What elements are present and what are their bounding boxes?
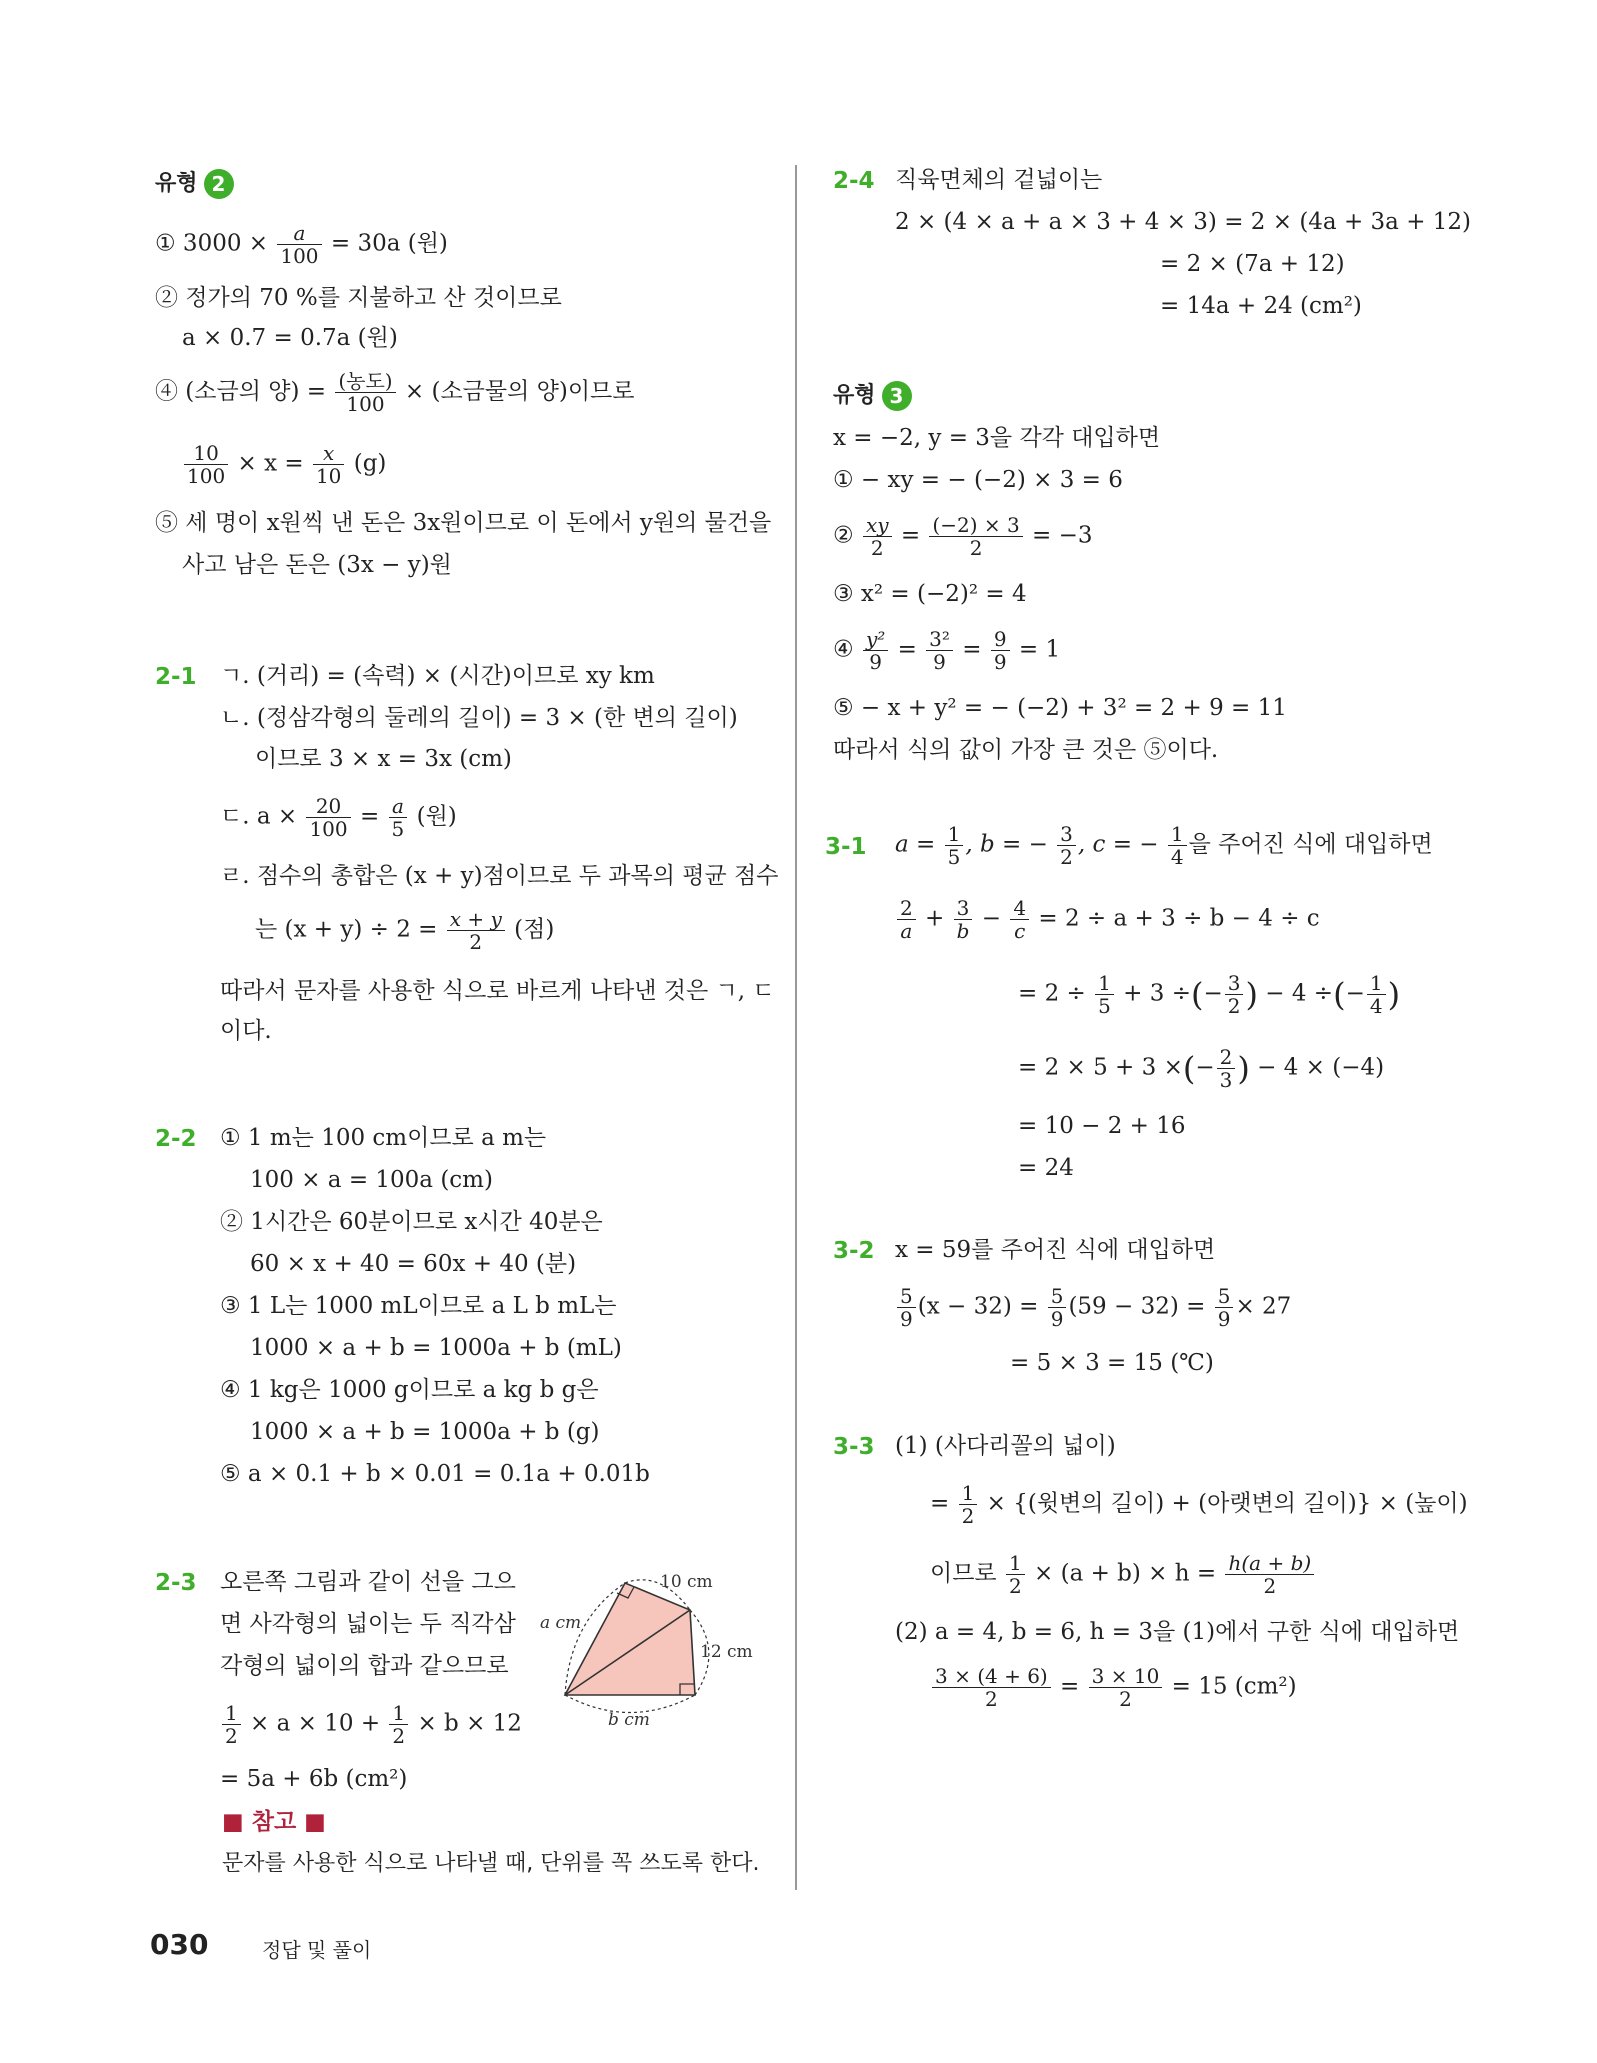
problem-number-2-4: 2-4 [833, 168, 875, 194]
t2-item1: ① 3000 × $\frac{a}{100}$ = 30a (원) [155, 221, 448, 268]
p21-line8: 이다. [220, 1018, 272, 1044]
p24-line3: = 2 × (7a + 12) [1160, 251, 1345, 277]
fraction: $\frac{1}{5}$ [1095, 972, 1114, 1017]
note-body: 문자를 사용한 식으로 나타낼 때, 단위를 꼭 쓰도록 한다. [222, 1851, 760, 1876]
quadrilateral-figure [540, 1565, 780, 1730]
fraction: $\frac{\text{y²}}{9}$ [863, 628, 888, 673]
fraction: $\frac{1}{5}$ [945, 823, 964, 868]
t2-item4-eq: $\frac{10}{100}$ × x = $\frac{x}{10}$ (g) [182, 442, 386, 487]
problem-number-3-1: 3-1 [825, 834, 867, 860]
fraction: $\frac{1}{4}$ [1168, 823, 1187, 868]
p23-line2: 면 사각형의 넓이는 두 직각삼 [220, 1611, 516, 1637]
fraction: $\frac{a}{100}$ [277, 222, 321, 267]
type2-heading [155, 168, 234, 200]
fraction: $\frac{5}{9}$ [1215, 1285, 1234, 1330]
p31-line1: a = $\frac{1}{5}$ , b = − $\frac{3}{2}$ , c = − $\frac{1}{4}$ 을 주어진 식에 대입하면 [895, 822, 1433, 869]
footer-label: 정답 및 풀이 [262, 1938, 372, 1962]
p33-line4: (2) a = 4, b = 6, h = 3을 (1)에서 구한 식에 대입하면 [895, 1619, 1460, 1645]
p24-line1: 직육면체의 겉넓이는 [895, 167, 1103, 193]
p23-line3: 각형의 넓이의 합과 같으므로 [220, 1653, 509, 1679]
fraction: $\frac{1}{2}$ [389, 1702, 408, 1747]
fraction: $\frac{3 \times (4 + 6)}{2}$ [932, 1665, 1051, 1710]
problem-number-2-3: 2-3 [155, 1570, 197, 1596]
p21-line6: 는 (x + y) ÷ 2 = $\frac{x + y}{2}$ (점) [255, 907, 555, 954]
p22-line5: ③ 1 L는 1000 mL이므로 a L b mL는 [220, 1293, 617, 1319]
problem-number-2-1: 2-1 [155, 664, 197, 690]
p33-line1: (1) (사다리꼴의 넓이) [895, 1433, 1116, 1459]
fraction: $\frac{a}{5}$ [389, 795, 408, 840]
p23-line4: $\frac{1}{2}$ × a × 10 + $\frac{1}{2}$ × b × 12 [220, 1702, 522, 1747]
p31-line3: = 2 ÷ $\frac{1}{5}$ + 3 ÷(− $\frac{3}{2}$ ) − 4 ÷(− $\frac{1}{4}$ ) [1018, 971, 1401, 1018]
p32-line3: = 5 × 3 = 15 (℃) [1010, 1350, 1214, 1376]
t3-item2: ② $\frac{xy}{2}$ = $\frac{(-2) \times 3}{2}$ = −3 [833, 513, 1093, 560]
t2-item2: ② 정가의 70 %를 지불하고 산 것이므로 [155, 285, 562, 311]
fraction: $\frac{9}{9}$ [991, 628, 1010, 673]
t2-item2-eq: a × 0.7 = 0.7a (원) [182, 325, 398, 351]
p21-line2: ㄴ. (정삼각형의 둘레의 길이) = 3 × (한 변의 길이) [220, 705, 738, 731]
fraction: $\frac{1}{4}$ [1367, 972, 1386, 1017]
problem-number-2-2: 2-2 [155, 1126, 197, 1152]
type-number-badge: 2 [204, 169, 234, 199]
fraction: $\frac{2}{3}$ [1217, 1046, 1236, 1091]
p24-line2: 2 × (4 × a + a × 3 + 4 × 3) = 2 × (4a + 3a + 12) [895, 209, 1472, 235]
t2-item4: ④ (소금의 양) = $\frac{\text{(농도)}}{100}$ × (소금물의 양)이므로 [155, 369, 635, 416]
p31-line2: $\frac{2}{a}$ + $\frac{3}{b}$ − $\frac{4}{c}$ = 2 ÷ a + 3 ÷ b − 4 ÷ c [895, 897, 1320, 942]
fraction: $\frac{1}{2}$ [959, 1482, 978, 1527]
t2-item5-b: 사고 남은 돈은 (3x − y)원 [182, 552, 452, 578]
p33-line5: $\frac{3 \times (4 + 6)}{2}$ = $\frac{3 \times 10}{2}$ = 15 (cm²) [930, 1665, 1297, 1710]
page-number: 030 [150, 1928, 209, 1961]
p22-line1: ① 1 m는 100 cm이므로 a m는 [220, 1125, 547, 1151]
t3-item1: ① − xy = − (−2) × 3 = 6 [833, 467, 1123, 493]
t3-line1: x = −2, y = 3을 각각 대입하면 [833, 425, 1161, 451]
p31-line6: = 24 [1018, 1155, 1074, 1181]
p33-line2: = $\frac{1}{2}$ × {(윗변의 길이) + (아랫변의 길이)} × (높이) [930, 1481, 1468, 1528]
type-label: 유형 [833, 383, 876, 408]
type-number-badge: 3 [882, 381, 912, 411]
fraction: $\frac{3}{2}$ [1057, 823, 1076, 868]
fraction: $\frac{20}{100}$ [306, 795, 350, 840]
label-12cm: 12 cm [700, 1642, 753, 1662]
fraction: $\frac{2}{a}$ [897, 897, 916, 942]
problem-number-3-3: 3-3 [833, 1434, 875, 1460]
column-divider [795, 165, 797, 1890]
fraction: $\frac{5}{9}$ [1048, 1285, 1067, 1330]
t3-conclusion: 따라서 식의 값이 가장 큰 것은 ⑤이다. [833, 737, 1219, 763]
p21-line4: ㄷ. a × $\frac{20}{100}$ = $\frac{a}{5}$ (원) [220, 794, 457, 841]
p23-line1: 오른쪽 그림과 같이 선을 그으 [220, 1569, 516, 1595]
p22-line3: ② 1시간은 60분이므로 x시간 40분은 [220, 1209, 603, 1235]
fraction: $\frac{5}{9}$ [897, 1285, 916, 1330]
p21-line3: 이므로 3 × x = 3x (cm) [255, 746, 512, 772]
fraction: $\frac{h(a + b)}{2}$ [1225, 1552, 1314, 1597]
p22-line4: 60 × x + 40 = 60x + 40 (분) [250, 1251, 577, 1277]
fraction: $\frac{x + y}{2}$ [447, 908, 505, 953]
fraction: $\frac{1}{2}$ [1006, 1552, 1025, 1597]
label-bcm: b cm [608, 1710, 650, 1730]
label-acm: a cm [540, 1613, 582, 1633]
p22-line7: ④ 1 kg은 1000 g이므로 a kg b g은 [220, 1377, 599, 1403]
fraction: $\frac{1}{2}$ [222, 1702, 241, 1747]
p32-line2: $\frac{5}{9}$ (x − 32) = $\frac{5}{9}$ (59 − 32) = $\frac{5}{9}$ × 27 [895, 1285, 1291, 1330]
t3-item4: ④ $\frac{\text{y²}}{9}$ = $\frac{\text{3²}}{9}$ = $\frac{9}{9}$ = 1 [833, 627, 1061, 674]
note-heading: ■ 참고 ■ [222, 1809, 326, 1835]
problem-number-3-2: 3-2 [833, 1238, 875, 1264]
type-label: 유형 [155, 171, 198, 196]
t3-item5: ⑤ − x + y² = − (−2) + 3² = 2 + 9 = 11 [833, 695, 1287, 721]
fraction: $\frac{\text{3²}}{9}$ [926, 628, 953, 673]
p23-line5: = 5a + 6b (cm²) [220, 1766, 408, 1792]
p31-line5: = 10 − 2 + 16 [1018, 1113, 1186, 1139]
p31-line4: = 2 × 5 + 3 ×(− $\frac{2}{3}$ ) − 4 × (−4) [1018, 1045, 1385, 1092]
p22-line2: 100 × a = 100a (cm) [250, 1167, 493, 1193]
fraction: $\frac{x}{10}$ [313, 442, 344, 487]
label-10cm: 10 cm [660, 1572, 713, 1592]
p21-line7: 따라서 문자를 사용한 식으로 바르게 나타낸 것은 ㄱ, ㄷ [220, 978, 775, 1004]
fraction: $\frac{4}{c}$ [1010, 897, 1029, 942]
p22-line8: 1000 × a + b = 1000a + b (g) [250, 1419, 600, 1445]
type3-heading [833, 380, 912, 412]
fraction: $\frac{3}{2}$ [1225, 972, 1244, 1017]
p32-line1: x = 59를 주어진 식에 대입하면 [895, 1237, 1216, 1263]
quadrilateral-shape [565, 1583, 695, 1695]
p22-line9: ⑤ a × 0.1 + b × 0.01 = 0.1a + 0.01b [220, 1461, 650, 1487]
fraction: $\frac{(-2) \times 3}{2}$ [929, 514, 1022, 559]
p22-line6: 1000 × a + b = 1000a + b (mL) [250, 1335, 622, 1361]
fraction: $\frac{xy}{2}$ [863, 514, 892, 559]
p33-line3: 이므로 $\frac{1}{2}$ × (a + b) × h = $\frac{h(a + b)}{2}$ [930, 1552, 1316, 1597]
p21-line1: ㄱ. (거리) = (속력) × (시간)이므로 xy km [220, 663, 655, 689]
p24-line4: = 14a + 24 (cm²) [1160, 293, 1362, 319]
fraction: $\frac{10}{100}$ [184, 442, 228, 487]
p21-line5: ㄹ. 점수의 총합은 (x + y)점이므로 두 과목의 평균 점수 [220, 863, 779, 889]
t2-item5: ⑤ 세 명이 x원씩 낸 돈은 3x원이므로 이 돈에서 y원의 물건을 [155, 510, 772, 536]
fraction: $\frac{3 \times 10}{2}$ [1089, 1665, 1163, 1710]
t3-item3: ③ x² = (−2)² = 4 [833, 581, 1027, 607]
fraction: $\frac{3}{b}$ [954, 897, 973, 942]
fraction: $\frac{\text{(농도)}}{100}$ [335, 370, 395, 415]
